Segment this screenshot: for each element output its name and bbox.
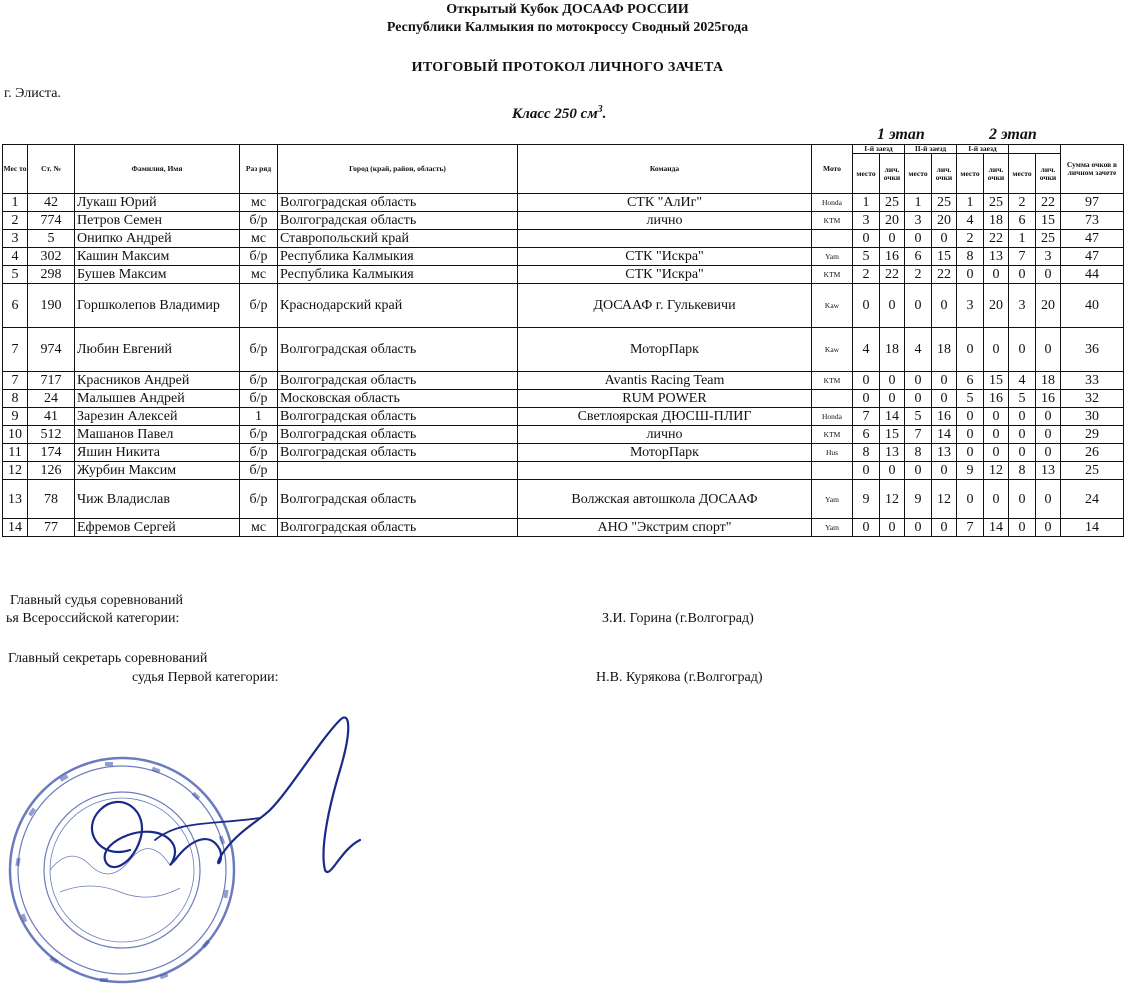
cell-heat-place: 2: [1009, 194, 1036, 212]
cell-sum: 24: [1061, 480, 1124, 519]
header-heat-1: I-й заезд: [853, 145, 905, 154]
cell-moto: [812, 230, 853, 248]
cell-heat-place: 0: [1009, 408, 1036, 426]
cell-heat-points: 15: [984, 372, 1009, 390]
cell-heat-place: 0: [957, 426, 984, 444]
table-row: [3, 212, 1124, 230]
cell-heat-place: 9: [853, 480, 880, 519]
secretary-name: Н.В. Курякова (г.Волгоград): [596, 670, 763, 685]
table-row: [3, 230, 1124, 248]
cell-place: 2: [3, 212, 28, 230]
cell-number: 77: [28, 519, 75, 537]
cell-city: Волгоградская область: [278, 328, 518, 372]
cell-sum: 29: [1061, 426, 1124, 444]
cell-sum: 40: [1061, 284, 1124, 328]
cell-heat-points: 20: [1036, 284, 1061, 328]
cell-moto: Yam: [812, 480, 853, 519]
cell-heat-place: 4: [1009, 372, 1036, 390]
cell-heat-place: 0: [905, 284, 932, 328]
cell-team: СТК "АлИг": [518, 194, 812, 212]
cell-rank: мс: [240, 266, 278, 284]
cell-heat-place: 7: [957, 519, 984, 537]
cell-name: Любин Евгений: [75, 328, 240, 372]
cell-number: 174: [28, 444, 75, 462]
cell-rank: мс: [240, 519, 278, 537]
cell-heat-place: 1: [957, 194, 984, 212]
cell-city: Республика Калмыкия: [278, 248, 518, 266]
cell-moto: Honda: [812, 194, 853, 212]
cell-heat-place: 5: [957, 390, 984, 408]
cell-heat-place: 0: [853, 519, 880, 537]
cell-heat-place: 4: [905, 328, 932, 372]
cell-moto: Honda: [812, 408, 853, 426]
table-row: [3, 444, 1124, 462]
cell-name: Малышев Андрей: [75, 390, 240, 408]
cell-team: Волжская автошкола ДОСААФ: [518, 480, 812, 519]
header-pos: место: [1009, 154, 1036, 194]
cell-name: Машанов Павел: [75, 426, 240, 444]
cell-heat-points: 0: [932, 230, 957, 248]
cell-heat-points: 12: [880, 480, 905, 519]
class-label: [512, 104, 606, 123]
results-table: [2, 144, 1124, 537]
cell-rank: б/р: [240, 444, 278, 462]
cell-heat-place: 0: [957, 266, 984, 284]
cell-heat-place: 0: [905, 230, 932, 248]
cell-name: Бушев Максим: [75, 266, 240, 284]
cell-heat-points: 0: [984, 426, 1009, 444]
table-row: [3, 284, 1124, 328]
cell-sum: 26: [1061, 444, 1124, 462]
cell-city: [278, 462, 518, 480]
cell-rank: б/р: [240, 212, 278, 230]
table-row: [3, 408, 1124, 426]
cell-heat-place: 6: [853, 426, 880, 444]
class-superscript: 3: [597, 104, 603, 115]
cell-heat-points: 25: [984, 194, 1009, 212]
cell-heat-points: 20: [932, 212, 957, 230]
cell-city: Волгоградская область: [278, 519, 518, 537]
cell-city: Краснодарский край: [278, 284, 518, 328]
cell-heat-points: 13: [932, 444, 957, 462]
cell-team: ДОСААФ г. Гулькевичи: [518, 284, 812, 328]
cell-heat-points: 3: [1036, 248, 1061, 266]
cell-heat-place: 0: [853, 462, 880, 480]
cell-rank: 1: [240, 408, 278, 426]
secretary-title: Главный секретарь соревнований: [8, 651, 208, 666]
cell-place: 7: [3, 372, 28, 390]
header-heat-4: [1009, 145, 1061, 154]
cell-heat-points: 0: [1036, 480, 1061, 519]
cell-heat-points: 18: [880, 328, 905, 372]
cell-name: Онипко Андрей: [75, 230, 240, 248]
cell-heat-place: 0: [957, 408, 984, 426]
cell-heat-place: 0: [1009, 519, 1036, 537]
cell-heat-points: 0: [1036, 328, 1061, 372]
cell-heat-place: 1: [1009, 230, 1036, 248]
cell-place: 12: [3, 462, 28, 480]
cell-city: Волгоградская область: [278, 444, 518, 462]
cell-heat-points: 0: [984, 444, 1009, 462]
cell-heat-place: 0: [1009, 480, 1036, 519]
cell-heat-points: 14: [932, 426, 957, 444]
title-line-1: Открытый Кубок ДОСААФ РОССИИ: [446, 2, 689, 17]
cell-heat-points: 0: [984, 480, 1009, 519]
cell-number: 774: [28, 212, 75, 230]
cell-number: 78: [28, 480, 75, 519]
cell-heat-place: 0: [957, 480, 984, 519]
cell-team: АНО "Экстрим спорт": [518, 519, 812, 537]
cell-heat-points: 20: [984, 284, 1009, 328]
class-suffix: .: [602, 106, 607, 122]
cell-place: 8: [3, 390, 28, 408]
table-row: [3, 426, 1124, 444]
cell-number: 42: [28, 194, 75, 212]
city-label: г. Элиста.: [4, 86, 61, 101]
cell-heat-points: 18: [932, 328, 957, 372]
cell-heat-points: 0: [1036, 519, 1061, 537]
cell-moto: KTM: [812, 426, 853, 444]
cell-name: Яшин Никита: [75, 444, 240, 462]
header-pos: место: [905, 154, 932, 194]
cell-team: МоторПарк: [518, 328, 812, 372]
cell-heat-points: 0: [880, 372, 905, 390]
cell-number: 41: [28, 408, 75, 426]
cell-heat-points: 0: [880, 230, 905, 248]
cell-heat-points: 22: [880, 266, 905, 284]
cell-heat-place: 2: [957, 230, 984, 248]
cell-heat-points: 0: [1036, 426, 1061, 444]
cell-place: 9: [3, 408, 28, 426]
cell-heat-place: 5: [1009, 390, 1036, 408]
cell-sum: 32: [1061, 390, 1124, 408]
header-place: Мес то: [3, 145, 28, 194]
cell-number: 717: [28, 372, 75, 390]
cell-heat-place: 7: [1009, 248, 1036, 266]
cell-city: Волгоградская область: [278, 194, 518, 212]
cell-rank: б/р: [240, 462, 278, 480]
cell-heat-points: 14: [880, 408, 905, 426]
cell-heat-points: 0: [984, 328, 1009, 372]
cell-heat-points: 0: [932, 519, 957, 537]
cell-moto: KTM: [812, 266, 853, 284]
cell-moto: Yam: [812, 519, 853, 537]
cell-rank: мс: [240, 194, 278, 212]
cell-heat-place: 0: [905, 390, 932, 408]
table-row: [3, 390, 1124, 408]
cell-sum: 36: [1061, 328, 1124, 372]
cell-sum: 47: [1061, 248, 1124, 266]
cell-number: 5: [28, 230, 75, 248]
cell-heat-place: 6: [905, 248, 932, 266]
cell-heat-place: 0: [905, 462, 932, 480]
cell-heat-points: 0: [1036, 444, 1061, 462]
cell-heat-points: 0: [880, 519, 905, 537]
table-row: [3, 372, 1124, 390]
cell-heat-points: 0: [880, 284, 905, 328]
cell-place: 5: [3, 266, 28, 284]
cell-heat-place: 6: [1009, 212, 1036, 230]
judge-category: ья Всероссийской категории:: [6, 611, 180, 626]
cell-heat-place: 0: [853, 284, 880, 328]
cell-place: 4: [3, 248, 28, 266]
cell-heat-points: 13: [984, 248, 1009, 266]
cell-rank: б/р: [240, 328, 278, 372]
cell-number: 298: [28, 266, 75, 284]
judge-name: З.И. Горина (г.Волгоград): [602, 611, 754, 626]
cell-name: Лукаш Юрий: [75, 194, 240, 212]
header-rank: Раз ряд: [240, 145, 278, 194]
cell-rank: б/р: [240, 372, 278, 390]
table-row: [3, 519, 1124, 537]
header-pts: лич. очки: [1036, 154, 1061, 194]
cell-team: [518, 230, 812, 248]
cell-heat-points: 0: [932, 372, 957, 390]
cell-place: 1: [3, 194, 28, 212]
cell-heat-place: 9: [957, 462, 984, 480]
cell-heat-place: 4: [957, 212, 984, 230]
cell-city: Волгоградская область: [278, 212, 518, 230]
protocol-title: ИТОГОВЫЙ ПРОТОКОЛ ЛИЧНОГО ЗАЧЕТА: [411, 60, 724, 75]
table-row: [3, 266, 1124, 284]
cell-heat-place: 6: [957, 372, 984, 390]
cell-heat-points: 16: [984, 390, 1009, 408]
cell-city: Московская область: [278, 390, 518, 408]
cell-heat-place: 3: [1009, 284, 1036, 328]
cell-team: RUM POWER: [518, 390, 812, 408]
judge-title: Главный судья соревнований: [10, 593, 183, 608]
table-row: [3, 328, 1124, 372]
cell-heat-points: 12: [932, 480, 957, 519]
table-row: [3, 462, 1124, 480]
cell-moto: Kaw: [812, 328, 853, 372]
cell-moto: Hus: [812, 444, 853, 462]
cell-team: СТК "Искра": [518, 266, 812, 284]
cell-rank: б/р: [240, 248, 278, 266]
cell-heat-place: 0: [1009, 328, 1036, 372]
cell-name: Красников Андрей: [75, 372, 240, 390]
cell-heat-points: 16: [880, 248, 905, 266]
cell-heat-points: 16: [932, 408, 957, 426]
cell-heat-points: 18: [984, 212, 1009, 230]
cell-place: 13: [3, 480, 28, 519]
cell-sum: 47: [1061, 230, 1124, 248]
cell-heat-place: 8: [905, 444, 932, 462]
cell-heat-points: 0: [932, 284, 957, 328]
table-row: [3, 194, 1124, 212]
cell-team: МоторПарк: [518, 444, 812, 462]
table-row: [3, 248, 1124, 266]
cell-moto: Kaw: [812, 284, 853, 328]
cell-rank: б/р: [240, 390, 278, 408]
cell-place: 14: [3, 519, 28, 537]
secretary-category: судья Первой категории:: [132, 670, 279, 685]
cell-name: Кашин Максим: [75, 248, 240, 266]
cell-heat-place: 3: [853, 212, 880, 230]
cell-team: лично: [518, 426, 812, 444]
cell-heat-place: 2: [853, 266, 880, 284]
stage-1-label: 1 этап: [877, 126, 925, 143]
cell-heat-place: 2: [905, 266, 932, 284]
cell-heat-points: 14: [984, 519, 1009, 537]
table-row: [3, 480, 1124, 519]
cell-team: Avantis Racing Team: [518, 372, 812, 390]
cell-heat-points: 13: [1036, 462, 1061, 480]
cell-name: Журбин Максим: [75, 462, 240, 480]
cell-rank: б/р: [240, 426, 278, 444]
cell-heat-place: 4: [853, 328, 880, 372]
cell-heat-points: 25: [932, 194, 957, 212]
cell-moto: KTM: [812, 372, 853, 390]
cell-heat-points: 0: [880, 462, 905, 480]
header-heat-3: I-й заезд: [957, 145, 1009, 154]
cell-rank: б/р: [240, 480, 278, 519]
cell-name: Ефремов Сергей: [75, 519, 240, 537]
cell-place: 7: [3, 328, 28, 372]
cell-sum: 97: [1061, 194, 1124, 212]
cell-number: 512: [28, 426, 75, 444]
class-text: Класс 250 см: [512, 106, 598, 122]
cell-heat-points: 22: [984, 230, 1009, 248]
cell-name: Горшколепов Владимир: [75, 284, 240, 328]
header-moto: Мото: [812, 145, 853, 194]
header-team: Команда: [518, 145, 812, 194]
cell-heat-place: 1: [853, 194, 880, 212]
cell-heat-place: 0: [853, 390, 880, 408]
cell-heat-points: 16: [1036, 390, 1061, 408]
cell-heat-points: 12: [984, 462, 1009, 480]
cell-city: Волгоградская область: [278, 372, 518, 390]
cell-rank: мс: [240, 230, 278, 248]
cell-sum: 73: [1061, 212, 1124, 230]
cell-heat-place: 8: [957, 248, 984, 266]
header-city: Город (край, район, область): [278, 145, 518, 194]
cell-number: 126: [28, 462, 75, 480]
cell-heat-place: 0: [853, 372, 880, 390]
cell-heat-place: 0: [1009, 426, 1036, 444]
cell-heat-place: 8: [1009, 462, 1036, 480]
header-sum: Сумма очков в личном зачете: [1061, 145, 1124, 194]
cell-sum: 25: [1061, 462, 1124, 480]
cell-number: 974: [28, 328, 75, 372]
cell-heat-place: 0: [853, 230, 880, 248]
cell-city: Волгоградская область: [278, 426, 518, 444]
cell-name: Чиж Владислав: [75, 480, 240, 519]
cell-moto: Yam: [812, 248, 853, 266]
cell-team: лично: [518, 212, 812, 230]
cell-rank: б/р: [240, 284, 278, 328]
cell-sum: 14: [1061, 519, 1124, 537]
header-pts: лич. очки: [880, 154, 905, 194]
cell-heat-points: 13: [880, 444, 905, 462]
cell-sum: 30: [1061, 408, 1124, 426]
handwritten-signature: [60, 700, 380, 910]
cell-heat-place: 0: [905, 519, 932, 537]
cell-heat-points: 0: [932, 390, 957, 408]
cell-heat-place: 0: [1009, 444, 1036, 462]
cell-moto: [812, 462, 853, 480]
cell-heat-place: 5: [905, 408, 932, 426]
cell-heat-points: 18: [1036, 372, 1061, 390]
cell-sum: 44: [1061, 266, 1124, 284]
cell-moto: [812, 390, 853, 408]
cell-heat-points: 22: [1036, 194, 1061, 212]
cell-heat-points: 15: [932, 248, 957, 266]
cell-heat-place: 1: [905, 194, 932, 212]
cell-heat-place: 0: [1009, 266, 1036, 284]
cell-city: Волгоградская область: [278, 480, 518, 519]
header-pos: место: [957, 154, 984, 194]
cell-city: Республика Калмыкия: [278, 266, 518, 284]
cell-heat-points: 0: [984, 266, 1009, 284]
cell-place: 3: [3, 230, 28, 248]
header-pts: лич. очки: [984, 154, 1009, 194]
cell-heat-points: 15: [880, 426, 905, 444]
cell-heat-place: 5: [853, 248, 880, 266]
header-pts: лич. очки: [932, 154, 957, 194]
cell-heat-place: 8: [853, 444, 880, 462]
cell-heat-place: 9: [905, 480, 932, 519]
cell-team: Светлоярская ДЮСШ-ПЛИГ: [518, 408, 812, 426]
title-line-2: Республики Калмыкия по мотокроссу Сводный 2025года: [386, 20, 749, 35]
cell-place: 11: [3, 444, 28, 462]
cell-sum: 33: [1061, 372, 1124, 390]
cell-heat-place: 7: [905, 426, 932, 444]
header-name: Фамилия, Имя: [75, 145, 240, 194]
cell-heat-points: 0: [984, 408, 1009, 426]
cell-city: Ставропольский край: [278, 230, 518, 248]
cell-heat-place: 3: [957, 284, 984, 328]
cell-city: Волгоградская область: [278, 408, 518, 426]
cell-heat-points: 15: [1036, 212, 1061, 230]
cell-place: 10: [3, 426, 28, 444]
cell-number: 190: [28, 284, 75, 328]
cell-heat-place: 0: [905, 372, 932, 390]
cell-heat-place: 3: [905, 212, 932, 230]
cell-heat-points: 20: [880, 212, 905, 230]
cell-heat-place: 0: [957, 444, 984, 462]
cell-heat-points: 0: [932, 462, 957, 480]
cell-number: 24: [28, 390, 75, 408]
cell-team: [518, 462, 812, 480]
cell-heat-points: 0: [880, 390, 905, 408]
cell-heat-points: 22: [932, 266, 957, 284]
header-number: Ст. №: [28, 145, 75, 194]
header-heat-2: II-й заезд: [905, 145, 957, 154]
cell-heat-points: 0: [1036, 266, 1061, 284]
cell-place: 6: [3, 284, 28, 328]
cell-heat-points: 25: [880, 194, 905, 212]
cell-name: Зарезин Алексей: [75, 408, 240, 426]
header-pos: место: [853, 154, 880, 194]
cell-heat-points: 0: [1036, 408, 1061, 426]
cell-moto: KTM: [812, 212, 853, 230]
cell-number: 302: [28, 248, 75, 266]
cell-name: Петров Семен: [75, 212, 240, 230]
cell-team: СТК "Искра": [518, 248, 812, 266]
cell-heat-place: 0: [957, 328, 984, 372]
cell-heat-place: 7: [853, 408, 880, 426]
cell-heat-points: 25: [1036, 230, 1061, 248]
stage-2-label: 2 этап: [989, 126, 1037, 143]
